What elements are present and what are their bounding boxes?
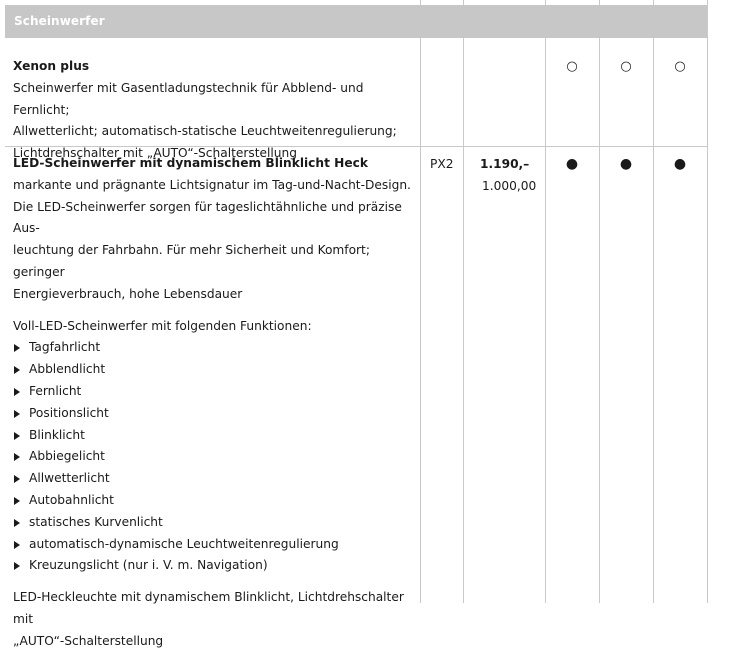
list-item: Positionslicht	[13, 403, 417, 425]
triangle-right-icon	[14, 366, 20, 374]
column-divider-right	[707, 0, 708, 603]
triangle-right-icon	[14, 562, 20, 570]
list-item: Abblendlicht	[13, 359, 417, 381]
section-header	[5, 5, 707, 38]
triangle-right-icon	[14, 453, 20, 461]
triangle-right-icon	[14, 344, 20, 352]
row-description-line: Die LED-Scheinwerfer sorgen für tageslichtähnliche und präzise Aus-	[13, 199, 402, 236]
row-description-line: leuchtung der Fahrbahn. Für mehr Sicherheit und Komfort; geringer	[13, 243, 370, 279]
triangle-right-icon	[14, 541, 20, 549]
list-item: Kreuzungslicht (nur i. V. m. Navigation)	[13, 555, 417, 577]
availability-filled-icon: ●	[565, 156, 579, 172]
triangle-right-icon	[14, 410, 20, 418]
column-divider-code	[463, 0, 464, 603]
list-item: statisches Kurvenlicht	[13, 512, 417, 534]
triangle-right-icon	[14, 432, 20, 440]
row-name: LED-Scheinwerfer mit dynamischem Blinklicht Heck	[13, 156, 368, 170]
list-item: Tagfahrlicht	[13, 337, 417, 359]
row-description-line: Allwetterlicht; automatisch-statische Leuchtweitenregulierung;	[13, 124, 397, 139]
column-divider-model-2	[653, 0, 654, 603]
availability-hollow-icon: ○	[566, 59, 578, 74]
section-title: Scheinwerfer	[14, 14, 105, 28]
row-description-line: markante und prägnante Lichtsignatur im Tag-und-Nacht-Design.	[13, 177, 411, 192]
column-divider-price	[545, 0, 546, 603]
triangle-right-icon	[14, 497, 20, 505]
feature-list	[13, 337, 417, 577]
list-item: Autobahnlicht	[13, 490, 417, 512]
option-code: PX2	[430, 157, 454, 171]
triangle-right-icon	[14, 475, 20, 483]
price: 1.190,–	[480, 157, 530, 171]
row-description-line: Lichtdrehschalter mit „AUTO“-Schalterstellung	[13, 146, 297, 161]
row-footer-line: LED-Heckleuchte mit dynamischem Blinklicht, Lichtdrehschalter mit	[13, 590, 404, 626]
triangle-right-icon	[14, 519, 20, 527]
availability-hollow-icon: ○	[674, 59, 686, 74]
list-item: Allwetterlicht	[13, 468, 417, 490]
triangle-right-icon	[14, 388, 20, 396]
list-item: Abbiegelicht	[13, 446, 417, 468]
availability-filled-icon: ●	[619, 156, 633, 172]
list-item: Blinklicht	[13, 425, 417, 447]
availability-filled-icon: ●	[673, 156, 687, 172]
price-alt: 1.000,00	[482, 179, 537, 193]
row-name: Xenon plus	[13, 59, 90, 73]
list-item: Fernlicht	[13, 381, 417, 403]
features-intro: Voll-LED-Scheinwerfer mit folgenden Funktionen:	[13, 318, 312, 333]
list-item: automatisch-dynamische Leuchtweitenregulierung	[13, 534, 417, 556]
row-description	[13, 153, 417, 653]
column-divider-desc	[420, 0, 421, 603]
row-description	[13, 56, 413, 165]
row-footer-line: „AUTO“-Schalterstellung	[13, 633, 164, 648]
row-description-line: Scheinwerfer mit Gasentladungstechnik für Abblend- und Fernlicht;	[13, 80, 364, 117]
availability-hollow-icon: ○	[620, 59, 632, 74]
column-divider-model-1	[599, 0, 600, 603]
row-description-line: Energieverbrauch, hohe Lebensdauer	[13, 286, 243, 301]
